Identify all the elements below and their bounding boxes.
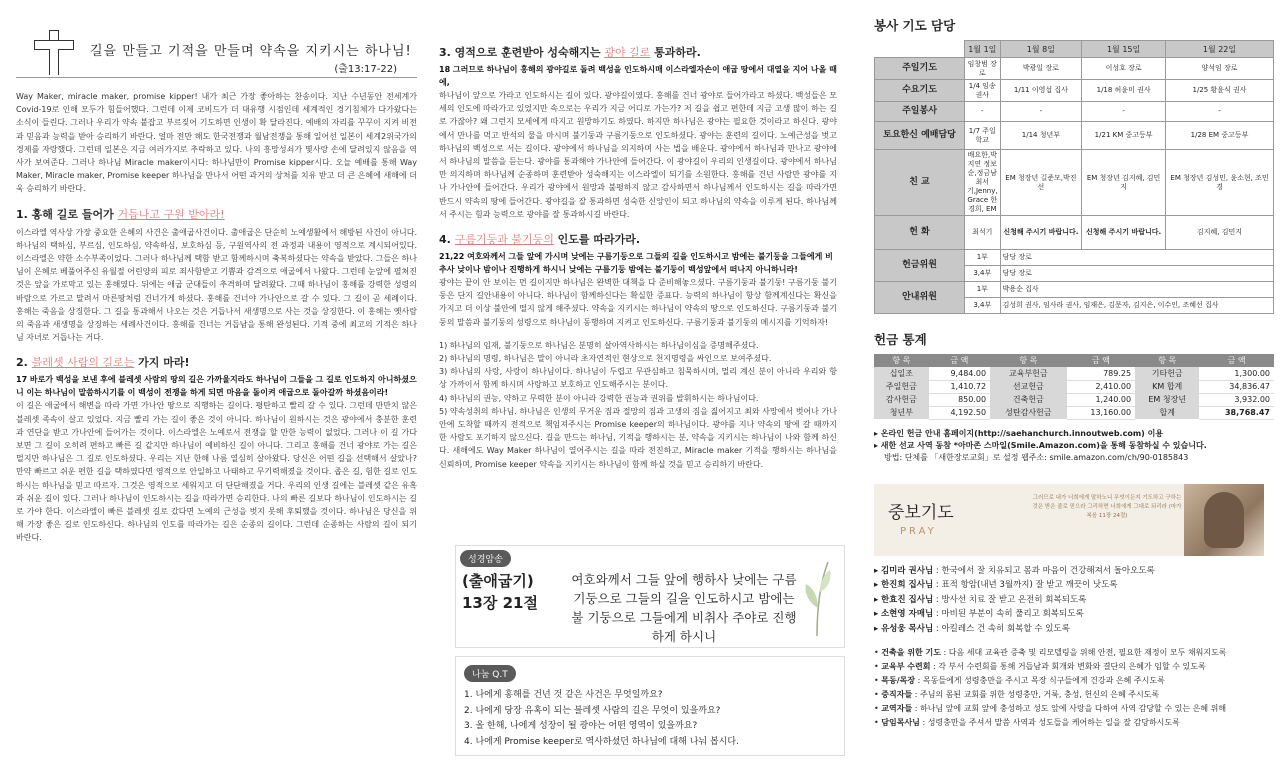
- section-4-list: [439, 339, 837, 471]
- list-item: • 교역자들 : 하나님 앞에 교회 앞에 충성하고 성도 앞에 사랑을 다하여 사역 감당할 수 있는 은혜 위해: [874, 704, 1227, 713]
- table-row: 주일헌금 1,410.72 선교헌금 2,410.00 KM 합계 34,836.47: [874, 380, 1274, 393]
- banner-title: 중보기도: [888, 502, 954, 523]
- list-item: • 목동/목장 : 목동들에게 성령충만을 주시고 목장 식구들에게 건강과 은혜 주시도록: [874, 676, 1165, 685]
- section-3-scripture: 18 그러므로 하나님이 홍해의 광야길로 돌려 백성을 인도하시매 이스라엘자손이 애굽 땅에서 대열을 지어 나올 때에,: [439, 65, 837, 87]
- duty-table: [874, 40, 1274, 314]
- table-row: 십일조 9,484.00 교육부헌금 789.25 기타헌금 1,300.00: [874, 367, 1274, 380]
- online-info: [874, 428, 1274, 464]
- qt-tag: 나눔 Q.T: [464, 665, 516, 682]
- table-row: 3,4부 김성희 권사, 임사라 권사, 임재은, 김문자, 김지은, 이수인, 조혜선 집사: [875, 298, 1274, 314]
- table-row: 헌 화 최석기 신청해 주시기 바랍니다. 신청해 주시기 바랍니다. 김지혜, 김민지: [875, 216, 1274, 250]
- section-1-body: 이스라엘 역사상 가장 중요한 은혜의 사건은 출애굽사건이다. 출애굽은 단순히 노예생활에서 해방된 사건이 아니다. 하나님의 택하심, 부르심, 인도하심, 약속하심, 보호하심 등, 구원역사의 전 과정과 내용이 영적으로 계시되어있다. 이스라엘은 약한 소수부족이었다. 그러나 하나님께 택함 받고 함께하시며 축복하셨다는 약속을 받았다. 그들은 하나님이 은혜로 베풀어주신 유월절 어린양의 피로 죄사함받고 기쁨과 감격으로 애굽에서 나왔다. 그런데 눈앞에 펼쳐진 것은 앞을 가로막고 있는 홍해였다. 뒤에는 애굽 군대들이 추격하며 달려왔다. 그때 하나님이 홍해를 강력한 성령의 바람으로 가르고 말려서 마른땅처럼 건너가게 하셨다. 홍해를 건너야 가나안으로 갈 수 있다. 그 길이 곧 세례이다. 홍해는 죽음을 상징한다. 그 길을 통과해서 나오는 것은 거듭나서 새생명으로 사는 것을 상징한다. 이 홍해는 옛사람의 죽음과 새생명을 상징하는 세례사건이다. 홍해를 건너는 거듭남을 통해 완성된다. 기적 중에 최고의 기적은 하나님 자녀로 거듭나는 거다.: [16, 227, 417, 343]
- banner-quote: 그러므로 내가 너희에게 말하노니 무엇이든지 기도하고 구하는 것은 받은 줄로 믿으라 그리하면 너희에게 그대로 되리라 (마가복음 11장 24절): [1032, 494, 1182, 519]
- offering-title: 헌금 통계: [874, 332, 927, 347]
- memory-verse-ref: (출애굽기) 13장 21절: [462, 572, 538, 612]
- praying-hands-image: [1184, 484, 1264, 556]
- table-row: 안내위원 1부 박용순 집사: [875, 282, 1274, 298]
- prayer-list: [874, 564, 1274, 637]
- offering-table: 항 목 금 액 항 목 금 액 항 목 금 액 십일조 9,484.00 교육부헌금 789.25 기타헌금 1,300.00 주일헌금 1,410.72 선교헌금 2,410.00 KM 합계 34,836.47 감사헌금 850.00 건축헌금 1,240.00 EM 청장년 3,932.00 청년부 4,192.50 성탄감사헌금 13,160.00 합계 38,768.47: [874, 354, 1274, 420]
- banner-subtitle: PRAY: [900, 525, 937, 537]
- table-row: 주일기도 임창범 장로 박광일 장로 이성호 장로 양석임 장로: [875, 58, 1274, 80]
- list-item: 5) 약속성취의 하나님. 하나님은 인생의 무거운 짐과 절망의 짐과 고생의 짐을 짊어지고 최와 사망에서 벗어나 가나안에 도착할 때까지 전적으로 책임져주시는 Promise keeper의 하나님이다. 광야를 지나 약속의 땅에 갈 때까지 한 사람도 포기하지 않으신다. 길을 만드는 하나님, 기적을 행하시는 분, 약속을 지키시는 하나님이 나와 함께 하신다. 새해에도 Way Maker 하나님이 열어주시는 길을 따라 전진하고, Miracle maker 기적을 행하시는 하나님을 신뢰하며, Promise keeper 약속을 지키시는 하나님이 함께 하실 것을 믿고 승리하기 바란다.: [439, 406, 837, 469]
- date-header: 1월 22일: [1166, 41, 1274, 58]
- section-2-body: 이 길은 애굽에서 해변을 따라 가면 가나안 땅으로 직행하는 길이다. 평탄하고 빨리 갈 수 있다. 그런데 만만치 않은 블레셋 족속이 살고 있었다. 지금 빨리 가는 길이 좋은 것이 아니다. 하나님이 원하시는 것은 광야에서 충분한 훈련과 연단을 받고 가나안에 들어가는 것이다. 이스라엘은 노예로서 전쟁을 할 만한 능력이 없었다. 그러나 이 길 가다보면 그 길이 오히려 편하고 빠른 길 같지만 하나님이 예비하신 길이 아니다. 그리고 홍해를 건너 광야로 가는 길은 멀지만 하나님은 그 길로 인도하셨다. 우리는 지난 한해 나름 열심히 살아왔다. 당신은 어떤 길을 선택해서 살았나? 만약 빠르고 쉬운 편한 길을 택하였다면 영적으로 안일하고 나태하고 무기력해졌을 것이다. 좁은 길, 험한 길로 인도하시는 하나님을 믿고 따르자. 그것은 영적으로 세워지고 더 단단해졌을 거다. 우리의 인생 길에는 블레셋 같은 유혹과 쉬운 길이 있다. 그러나 하나님이 인도하시는 길을 따라가면 승리한다. 나의 빠른 길보다 하나님이 인도하시는 길로 가야 한다. 이스라엘이 빠른 블레셋 길로 갔다면 노예의 근성을 벗지 못해 후퇴했을 것이다. 하나님은 당신을 위해 가장 좋은 길로 인도하신다. 하나님의 인도를 따라가는 길은 순종의 길이다. 그런데 순종하는 사람의 길이 되기 바란다.: [16, 401, 417, 543]
- date-header: 1월 1일: [965, 41, 1001, 58]
- sermon-title: 길을 만들고 기적을 만들며 약속을 지키시는 하나님!: [90, 44, 412, 59]
- section-4-heading: 4. 구름기둥과 불기둥의 인도를 따라가라.: [439, 233, 641, 247]
- list-item: 3. 올 한해, 나에게 성장이 될 광야는 어떤 영역이 있을까요?: [464, 721, 698, 731]
- list-item: • 건축을 위한 기도 : 다음 세대 교육관 증축 및 리모델링을 위해 안전, 필요한 재정이 모두 채워지도록: [874, 648, 1227, 657]
- section-3-heading: 3. 영적으로 훈련받아 성숙해지는 광야 길로 통과하라.: [439, 46, 701, 59]
- prayer-banner: [874, 484, 1264, 556]
- list-item: 4. 나에게 Promise keeper로 역사하셨던 하나님에 대해 나눠 봅시다.: [464, 736, 739, 747]
- list-item: • 담임목사님 : 성령충만을 주셔서 말씀 사역과 성도들을 케어하는 일을 잘 감당하시도록: [874, 718, 1180, 727]
- church-prayer-list: [874, 646, 1274, 730]
- section-4-body: 광야는 끝이 안 보이는 먼 길이지만 하나님은 완벽한 대책을 다 준비해놓으셨다. 구름기둥과 불기둥! 구름기둥 불기둥은 단지 길안내용이 아니다. 하나님이 함께하신다는 확실한 증표다. 능력의 하나님이 항상 함께계신다는 확신을 가지고 더 이상 불안에 떨지 않게 해주셨다. 약속을 지키시는 하나님이 약속의 땅으로 인도하신다. 구름기둥과 불기둥의 말씀과 불기둥의 성령으로 하나님이 동행하며 지켜고 인도하신다. 구름기둥과 불기둥의 메시지를 기억하자!: [439, 278, 837, 327]
- table-row: 토요한신 예배담당 1/7 주일학교 1/14 청년부 1/21 KM 중고등부 1/28 EM 중고등부: [875, 122, 1274, 150]
- amazon-smile-info: ▸ 새한 선교 사역 동참 *아마존 스마일(Smile.Amazon.com)을 통해 동참하실 수 있습니다.: [874, 440, 1207, 450]
- sermon-reference: (출13:17-22): [334, 64, 397, 75]
- list-item: 2. 나에게 당장 유혹이 되는 블레셋 사람의 길은 무엇이 있을까요?: [464, 705, 721, 716]
- list-item: ▸ 김미라 권사님 : 한국에서 잘 치유되고 몸과 마음이 건강해져서 돌아오도록: [874, 565, 1155, 576]
- memory-verse-box: [455, 545, 845, 648]
- table-row: 감사헌금 850.00 건축헌금 1,240.00 EM 청장년 3,932.00: [874, 393, 1274, 406]
- section-3-link[interactable]: 광야 길로: [604, 46, 651, 59]
- date-header: 1월 8일: [1000, 41, 1082, 58]
- qt-box: [455, 656, 845, 756]
- list-item: 4) 하나님의 권능, 약하고 무력한 분이 아니라 강력한 권능과 권위를 발휘하시는 하나님이다.: [439, 393, 759, 403]
- online-offering-link[interactable]: ▸ 온라인 헌금 안내 홈페이지(http://saehanchurch.innoutweb.com) 이용: [874, 428, 1164, 438]
- section-4-link[interactable]: 구름기둥과 불기둥의: [454, 233, 554, 247]
- list-item: ▸ 한진희 집사님 : 표적 항암(내년 3월까지) 잘 받고 깨끗이 낫도록: [874, 580, 1118, 590]
- leaf-icon: [800, 558, 834, 638]
- section-1-link[interactable]: 거듭나고 구원 받아라!: [117, 207, 225, 221]
- list-item: • 교육부 수련회 : 각 부서 수련회를 통해 거듭남과 회개와 변화와 결단의 은혜가 임할 수 있도록: [874, 662, 1206, 671]
- section-4-scripture: 21,22 여호와께서 그들 앞에 가시며 낮에는 구름기둥으로 그들의 길을 인도하시고 밤에는 불기둥을 그들에게 비추사 낮이나 밤이나 진행하게 하시니 낮에는 구름기둥 밤에는 불기둥이 백성앞에서 떠나지 아니하니라!: [439, 252, 833, 274]
- list-item: • 중직자들 : 주님의 몸된 교회를 위한 성령충만, 거룩, 충성, 헌신의 은혜 주시도록: [874, 690, 1160, 699]
- list-item: ▸ 유성웅 목사님 : 아킬레스 건 속히 회복할 수 있도록: [874, 623, 1070, 634]
- duty-title: 봉사 기도 담당: [874, 18, 956, 33]
- cross-icon: [34, 30, 74, 75]
- list-item: ▸ 한효진 집사님 : 방사선 치료 잘 받고 온전히 회복되도록: [874, 594, 1087, 605]
- section-2-scripture: 17 바로가 백성을 보낸 후에 블레셋 사람의 땅의 길은 가까울지라도 하나님이 그들을 그 길로 인도하지 아니하셨으니 이는 하나님이 말씀하시기를 이 백성이 전쟁을 하게 되면 마음을 돌이켜 애굽으로 돌아갈까 하셨음이라!: [16, 375, 417, 397]
- list-item: ▸ 소현영 자매님 : 마비된 부분이 속히 풀리고 회복되도록: [874, 609, 1084, 619]
- list-item: 2) 하나님의 명령, 하나님은 말이 아니라 초자연적인 현상으로 천지명령을 싸인으로 보여주셨다.: [439, 354, 772, 364]
- section-2-link[interactable]: 블레셋 사람의 길로는: [31, 356, 135, 370]
- section-3-body: 하나님이 앞으로 가라고 인도하시는 길이 있다. 광야길이였다. 홍해를 건너 광야로 들어가라고 하셨다. 백성들은 모세의 인도에 따라가고 있었지만 속으로는 우리가 지금 어디로 가는가? 저 길을 쉽고 편한데 지금 고생 많이 하는 길로 가잖아? 왜 그런지 모세에게 따지고 원망하기도 하였다. 하지만 하나님은 광야는 필요한 것이라고 하신다. 광야에서 만나를 먹고 반석의 물을 마시며 불기둥과 구름기둥으로 인도하셨다. 광야는 훈련의 길이다. 노예근성을 벗고 하나님의 백성으로 서는 길이다. 광야에서 하나님을 의지하며 사는 법을 배운다. 광야에서 하나님과 만나고 광야에서 하나님의 말씀을 듣는다. 광야를 통과해야 가나안에 들어간다. 이 광야길이 우리의 인생길이다. 광야에서 하나님만 의지하며 하나님께 순종하며 훈련받아 성숙해지는 이스라엘이 되기를 소원한다. 홍해를 건넌 사람만 광야를 지나 가나안에 들어간다. 우리가 광야에서 원망과 불평하지 않고 감사하면서 하나님께서 인도하시는 길을 따라가면 반드시 약속의 땅에 들어간다. 광야길을 잘 통과하면 성숙한 신앙인이 되고 하나님의 약속을 이루게 된다. 하나님께서 주시는 힘과 능력으로 광야를 잘 통과하시길 바란다.: [439, 91, 837, 219]
- section-1-heading: 1. 홍해 길로 들어가 거듭나고 구원 받아라!: [16, 207, 225, 221]
- table-row: 친 교 배요한,박지연 정보순,정금남 최서기,Jenny, Grace 한경희, EM EM 청장년 길준모,박진선 EM 청장년 김지혜, 김민지 EM 청장년 김성민, 윤소현, 조민경: [875, 150, 1274, 216]
- amazon-smile-method: 방법: 단체를 「새한장로교회」로 설정 웹주소: smile.amazon.com/ch/90-0185843: [884, 452, 1189, 462]
- table-row: 청년부 4,192.50 성탄감사헌금 13,160.00 합계 38,768.47: [874, 406, 1274, 419]
- table-row: 주일봉사 - - - -: [875, 102, 1274, 122]
- section-2-heading: 2. 블레셋 사람의 길로는 가지 마라!: [16, 356, 190, 370]
- sermon-header: [16, 0, 417, 78]
- info-column: [862, 0, 1280, 778]
- memory-verse-text: 여호와께서 그들 앞에 행하사 낮에는 구름 기둥으로 그들의 길을 인도하시고 밤에는 불 기둥으로 그들에게 비취사 주야로 진행하게 하시니: [571, 572, 797, 644]
- date-header: 1월 15일: [1082, 41, 1166, 58]
- list-item: 1) 하나님의 임재, 불기둥으로 하나님은 분명히 살아역사하시는 하나님이심을 증명해주셨다.: [439, 340, 759, 350]
- sermon-column-1: [0, 0, 425, 778]
- table-row: 3,4부 담당 장로: [875, 266, 1274, 282]
- list-item: 3) 하나님의 사랑, 사랑이 하나님이다. 하나님이 두렵고 무관심하고 침묵하시며, 멀리 계신 분이 아니라 우리와 항상 가까이서 함께 하시며 사랑하고 보호하고 인도해주시는 분이다.: [439, 367, 837, 390]
- qt-list: [464, 688, 836, 750]
- list-item: 1. 나에게 홍해를 건넌 것 같은 사건은 무엇일까요?: [464, 690, 663, 700]
- sermon-intro: Way Maker, miracle maker, promise kipper! 내가 최근 가장 좋아하는 찬송이다. 지난 수년동안 전세계가 Covid-19로 인해 모두가 힘들어했다. 그런데 이제 코비드가 더 대유행 시점인데 세계적인 경기침체가 다가왔다는 소식이 들린다. 그러나 우리가 약속 붙잡고 부르짖어 기도하면 인생이 확 달라진다. 예배의 자리를 꾸꾸이 지켜 비전과 믿음과 능력을 받아 승리하기 바란다. 얼마 전만 해도 한국전쟁과 월남전쟁을 통해 일어선 일본이 세계2위국가의 경제를 자랑했다. 그런데 일본은 지금 여러가지로 추락하고 있다. 나의 흥망성쇠가 몇사랑 손에 달려있지 않음을 역사가 보여준다. 그러나 하나님 Miracle maker이시다: 하나님만이 Promise kipper시다. 오늘 예배를 통해 Way Maker, Miracle maker, Promise keeper 하나님을 만나서 어떤 과거의 상처를 치유 받고 더 큰 은혜에 새해에 더욱 승리하기 바란다.: [16, 92, 417, 194]
- memory-verse-tag: 성경암송: [460, 550, 511, 567]
- table-row: 헌금위원 1부 담당 장로: [875, 250, 1274, 266]
- table-row: 수요기도 1/4 임송 권사 1/11 이영섭 집사 1/18 허윤미 권사 1/25 황윤식 권사: [875, 80, 1274, 102]
